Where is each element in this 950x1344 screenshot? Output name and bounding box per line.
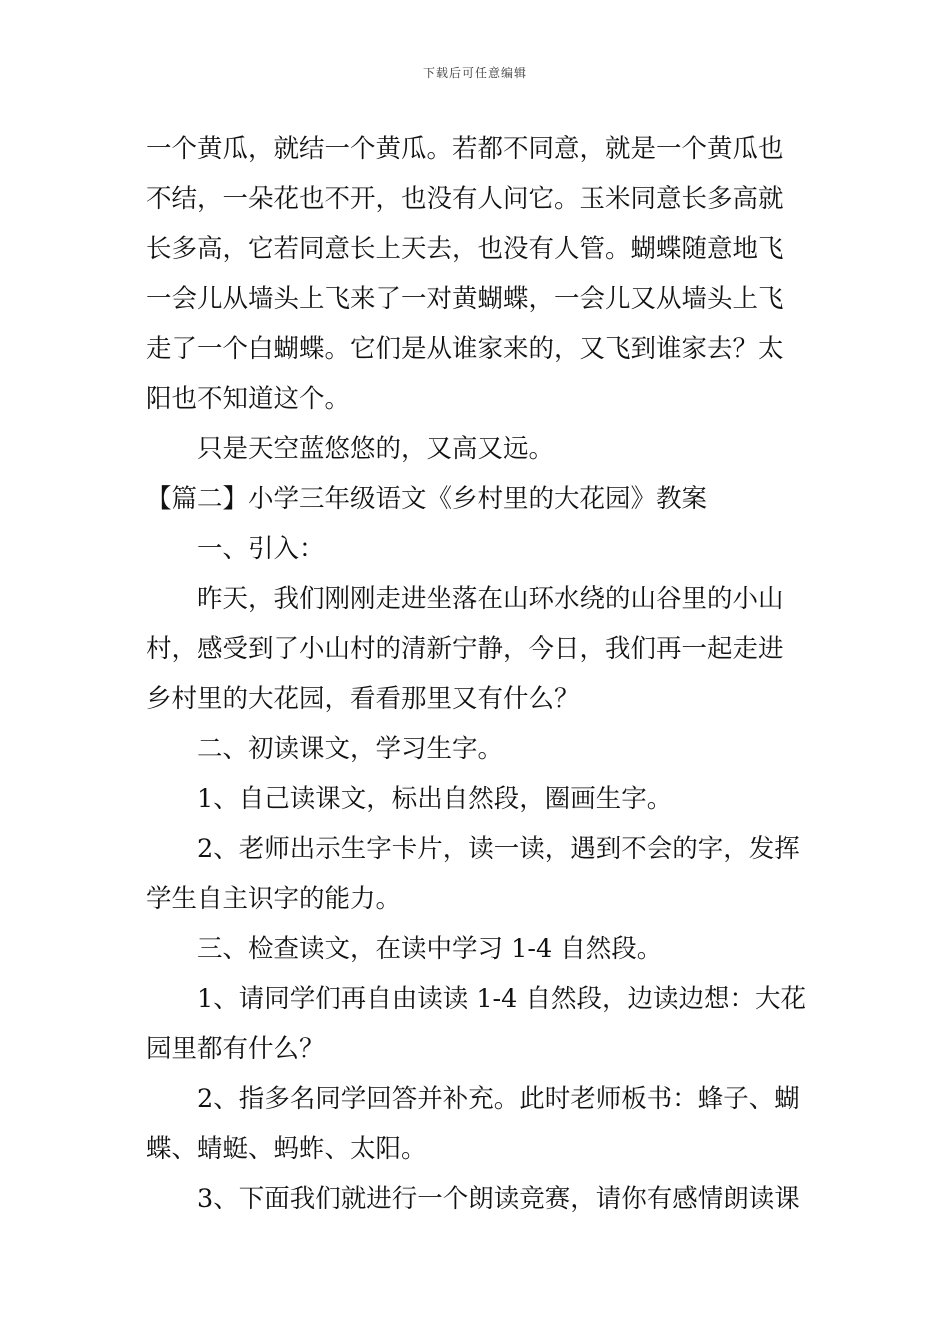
paragraph-line: 走了一个白蝴蝶。它们是从谁家来的，又飞到谁家去？太 (146, 334, 784, 364)
document-body (146, 124, 810, 1224)
list-item: 3、下面我们就进行一个朗读竞赛，请你有感情朗读课 (197, 1184, 800, 1214)
list-item: 1、请同学们再自由读读 1-4 自然段，边读边想：大花 (197, 984, 807, 1014)
page-header: 下载后可任意编辑 (422, 66, 527, 80)
paragraph-line: 乡村里的大花园，看看那里又有什么？ (146, 684, 580, 714)
subsection-heading: 三、检查读文，在读中学习 1-4 自然段。 (197, 934, 663, 964)
subsection-heading: 二、初读课文，学习生字。 (197, 734, 504, 764)
paragraph-line: 昨天，我们刚刚走进坐落在山环水绕的山谷里的小山 (197, 584, 784, 614)
subsection-heading: 一、引入： (197, 534, 325, 564)
list-item: 2、老师出示生字卡片，读一读，遇到不会的字，发挥 (197, 834, 800, 864)
list-item-continuation: 蝶、蜻蜓、蚂蚱、太阳。 (146, 1134, 427, 1164)
paragraph-line: 一会儿从墙头上飞来了一对黄蝴蝶，一会儿又从墙头上飞 (146, 284, 784, 314)
paragraph-line: 只是天空蓝悠悠的，又高又远。 (197, 434, 555, 464)
paragraph-line: 不结，一朵花也不开，也没有人问它。玉米同意长多高就 (146, 184, 784, 214)
section-heading: 【篇二】小学三年级语文《乡村里的大花园》教案 (146, 484, 708, 514)
paragraph-line: 一个黄瓜，就结一个黄瓜。若都不同意，就是一个黄瓜也 (146, 134, 784, 164)
list-item-continuation: 园里都有什么？ (146, 1034, 325, 1064)
list-item-continuation: 学生自主识字的能力。 (146, 884, 402, 914)
paragraph-line: 长多高，它若同意长上天去，也没有人管。蝴蝶随意地飞 (146, 234, 784, 264)
paragraph-line: 阳也不知道这个。 (146, 384, 351, 414)
paragraph-line: 村，感受到了小山村的清新宁静，今日，我们再一起走进 (146, 634, 784, 664)
list-item: 2、指多名同学回答并补充。此时老师板书：蜂子、蝴 (197, 1084, 800, 1114)
list-item: 1、自己读课文，标出自然段，圈画生字。 (197, 784, 673, 814)
